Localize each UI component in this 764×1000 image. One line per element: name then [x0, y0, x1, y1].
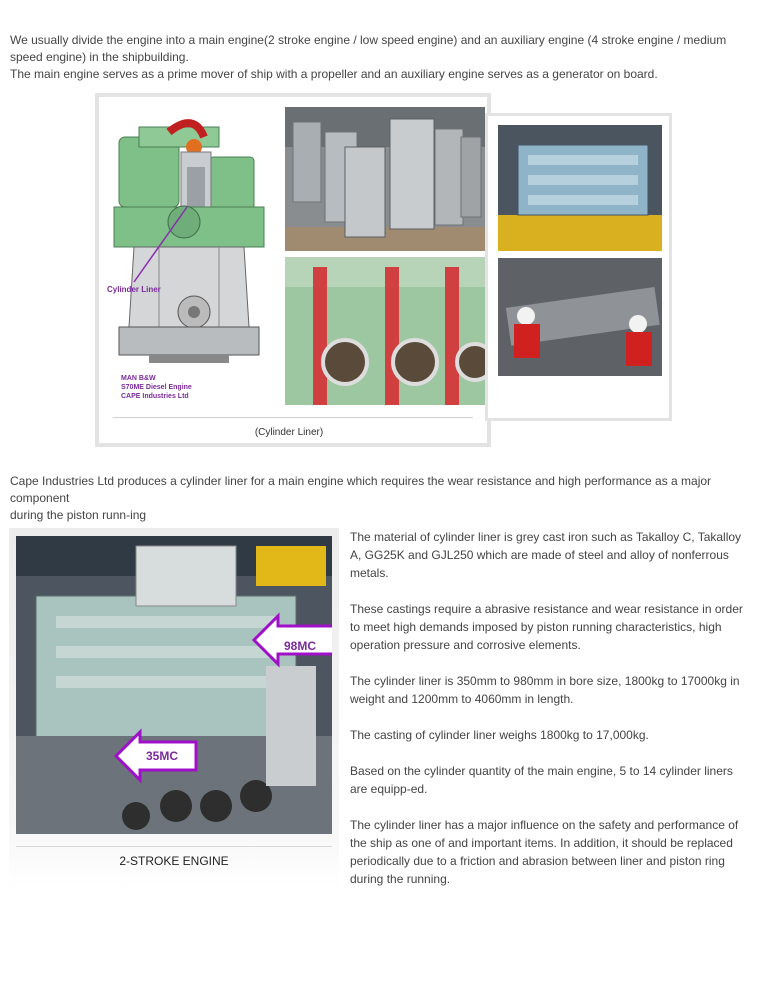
- maker-line-2: S70ME Diesel Engine: [121, 384, 192, 391]
- diagram-caption: (Cylinder Liner): [254, 427, 324, 438]
- paragraph-quantity: Based on the cylinder quantity of the main engine, 5 to 14 cylinder liners are equipp-ed.: [350, 764, 733, 796]
- intro-text: [10, 32, 760, 83]
- cylinder-liner-panel: [95, 93, 491, 447]
- label-98mc: 98MC: [284, 639, 317, 653]
- paragraph-importance: The cylinder liner has a major influence on the safety and performance of the ship as one of and important items. In addition, it should be replaced periodically due to a friction and abrasion between liner and piston ring during the running.: [350, 818, 739, 886]
- maker-line-1: MAN B&W: [121, 375, 156, 382]
- paragraph-resistance: These castings require a abrasive resistance and wear resistance in order to meet high demands imposed by piston running characteristics, high operation pressure and corrosive elements.: [350, 602, 743, 652]
- engine-caption-divider: [16, 846, 332, 847]
- diagram-caption-divider: [113, 417, 473, 418]
- engine-photos-panel: [485, 113, 672, 421]
- two-stroke-engine-photo: [16, 536, 332, 834]
- engine-block-image: [285, 257, 485, 405]
- middle-line-1: Cape Industries Ltd produces a cylinder liner for a main engine which requires the wear resistance and high performance as a major component: [10, 474, 712, 505]
- assembled-engine-image: [498, 125, 662, 251]
- intro-line-1: We usually divide the engine into a main engine(2 stroke engine / low speed engine) and an auxiliary engine (4 stroke engine / medium speed engine) in the shipbuilding.: [10, 33, 727, 64]
- engine-diagram-illustration: [99, 97, 275, 415]
- engine-cross-section-diagram: [99, 97, 275, 415]
- middle-text: [10, 473, 730, 524]
- workers-crankshaft-photo: [498, 258, 662, 376]
- cylinder-liner-label: Cylinder Liner: [107, 285, 161, 294]
- paragraph-material: The material of cylinder liner is grey cast iron such as Takalloy C, Takalloy A, GG25K and GJL250 which are made of steel and alloy of nonferrous metals.: [350, 530, 742, 580]
- assembled-engine-photo: [498, 125, 662, 251]
- cylinder-liners-photo: [285, 107, 485, 251]
- engine-block-photo: [285, 257, 485, 405]
- intro-line-2: The main engine serves as a prime mover of ship with a propeller and an auxiliary engine serves as a generator on board.: [10, 67, 658, 81]
- paragraph-dimensions: The cylinder liner is 350mm to 980mm in bore size, 1800kg to 17000kg in weight and 1200mm to 4060mm in length.: [350, 674, 740, 706]
- workers-crankshaft-image: [498, 258, 662, 376]
- paragraph-weight: The casting of cylinder liner weighs 1800kg to 17,000kg.: [350, 728, 649, 742]
- label-35mc: 35MC: [146, 749, 179, 763]
- two-stroke-engine-figure: [9, 528, 339, 890]
- middle-line-2: during the piston runn-ing: [10, 508, 147, 522]
- two-stroke-engine-image: [16, 536, 332, 834]
- cylinder-liners-image: [285, 107, 485, 251]
- engine-caption: 2-STROKE ENGINE: [119, 854, 229, 868]
- cylinder-liner-description: [350, 528, 750, 906]
- maker-line-3: CAPE Industries Ltd: [121, 393, 189, 400]
